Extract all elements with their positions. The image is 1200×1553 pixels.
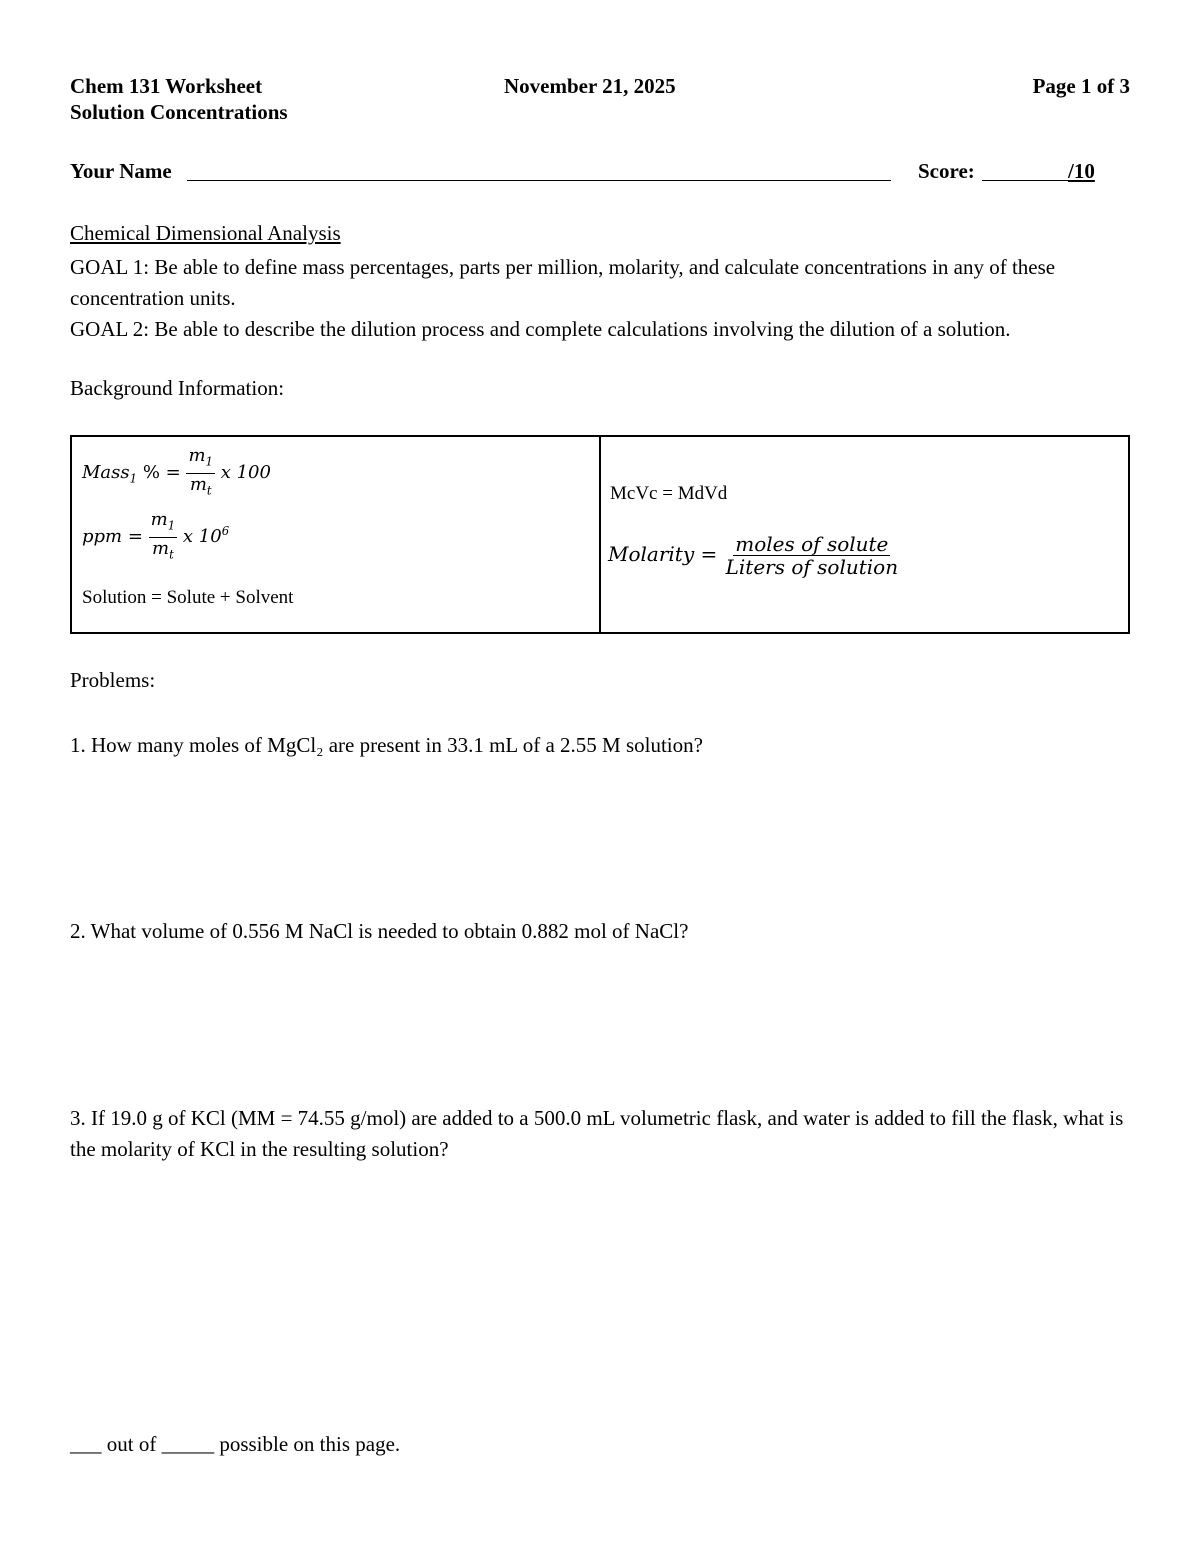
problem-3: 3. If 19.0 g of KCl (MM = 74.55 g/mol) are added to a 500.0 mL volumetric flask, and water is added to fill the flask, what is the molarity of KCl in the resulting solution?: [70, 1106, 1124, 1161]
mass-percent-formula: Mass$_1$ % = $\frac{m_1}{m_t}$ x 100: [82, 445, 271, 498]
topic-title: Solution Concentrations: [70, 100, 288, 124]
ppm-formula: ppm = $\frac{m_1}{m_t}$ x $10^6$: [82, 509, 230, 562]
possible-text: possible on this page.: [214, 1432, 401, 1456]
background-heading: Background Information:: [70, 376, 285, 400]
solution-equation: Solution = Solute + Solvent: [82, 587, 294, 608]
name-label: Your Name: [70, 159, 172, 183]
problem-1: 1. How many moles of MgCl₂ are present in 33.1 mL of a 2.55 M solution?: [70, 733, 703, 757]
page-number: Page 1 of 3: [1032, 74, 1130, 98]
score-field[interactable]: [982, 180, 1068, 181]
earned-blank[interactable]: ___: [70, 1432, 102, 1456]
out-of-text: out of: [101, 1432, 162, 1456]
score-total: /10: [1068, 159, 1095, 183]
score-label: Score:: [918, 159, 975, 183]
page-score-line: [70, 1432, 400, 1457]
name-field[interactable]: [187, 180, 891, 181]
dilution-equation: McVc = MdVd: [610, 483, 728, 504]
goal-1: GOAL 1: Be able to define mass percentages, parts per million, molarity, and calculate concentrations in any of these concentration units.: [70, 255, 1056, 310]
section-title: Chemical Dimensional Analysis: [70, 221, 341, 245]
possible-blank[interactable]: _____: [161, 1432, 215, 1456]
date: November 21, 2025: [504, 74, 676, 98]
molarity-formula: Molarity = $\frac{\text{moles of solute}}{\text{Liters of solution}}$: [608, 532, 899, 579]
goal-2: GOAL 2: Be able to describe the dilution process and complete calculations involving the dilution of a solution.: [70, 317, 1011, 341]
problem-2: 2. What volume of 0.556 M NaCl is needed to obtain 0.882 mol of NaCl?: [70, 919, 689, 943]
course-title: Chem 131 Worksheet: [70, 74, 263, 98]
table-divider: [599, 437, 601, 632]
formula-table: [70, 435, 1130, 634]
problems-heading: Problems:: [70, 668, 156, 692]
